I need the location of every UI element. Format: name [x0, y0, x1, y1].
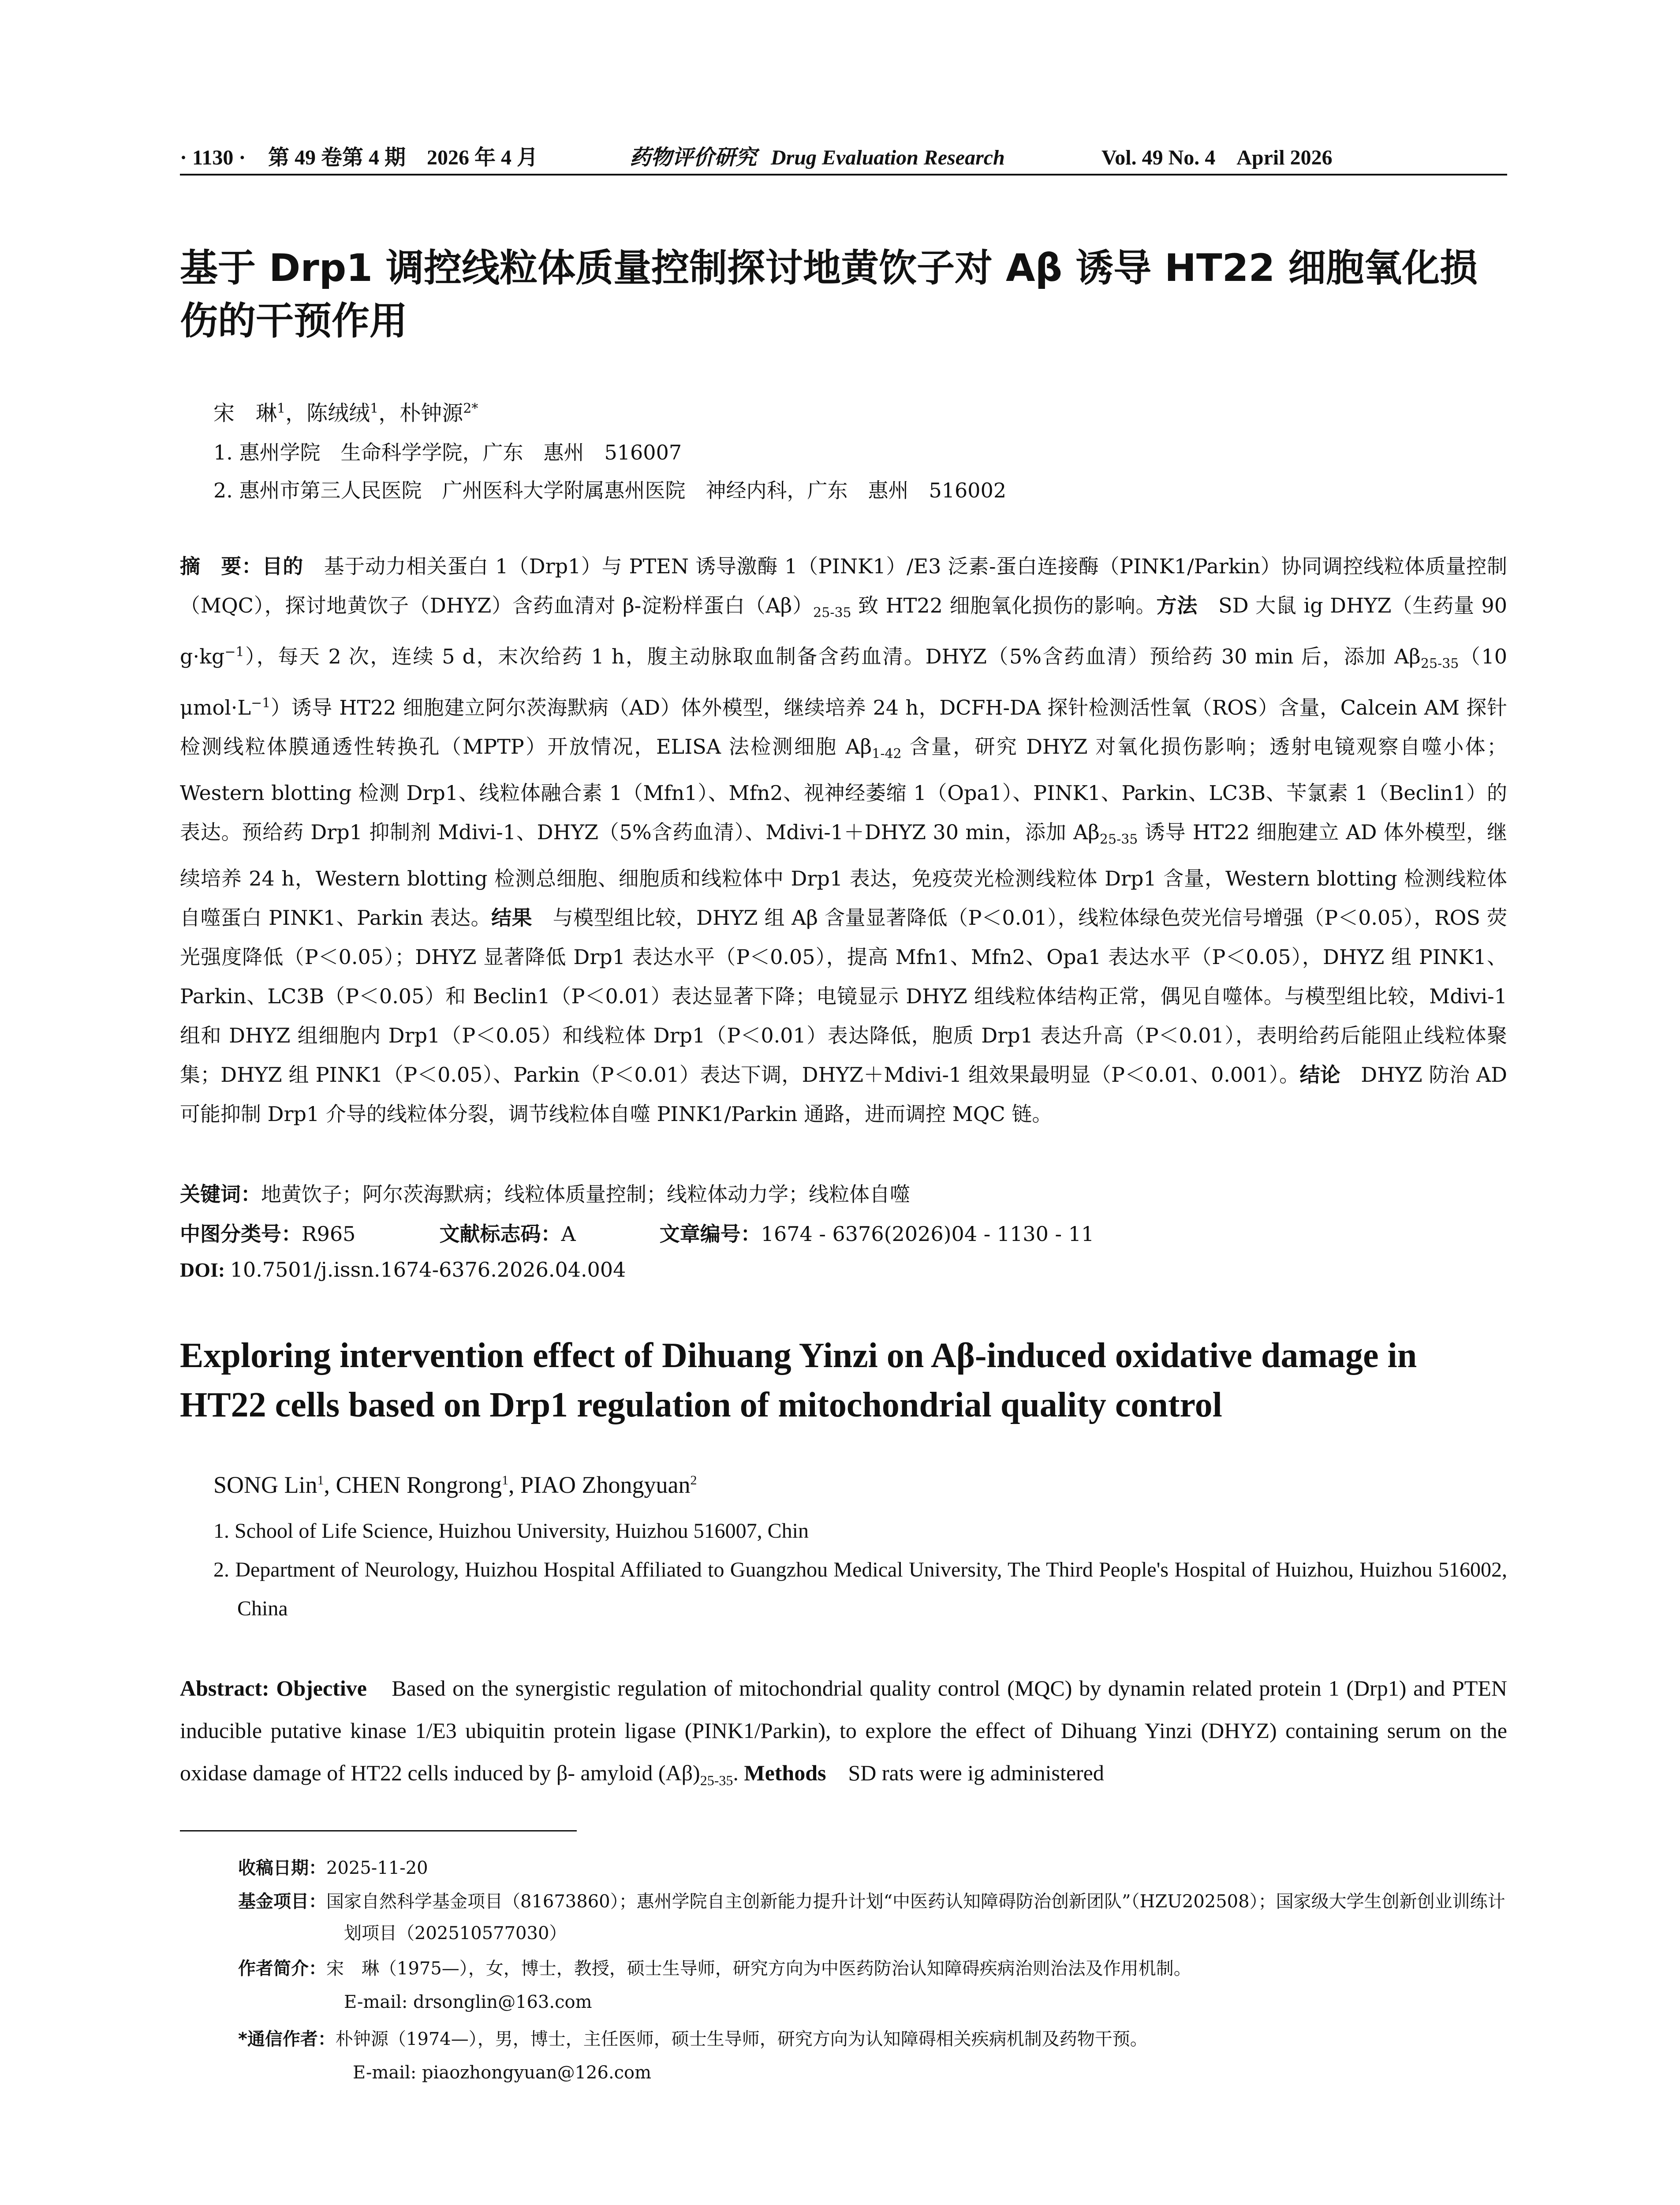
methods-label: Methods	[738, 1760, 826, 1785]
methods-text: SD 大鼠 ig DHYZ（生药量 90 g·kg	[180, 594, 1508, 669]
classification-line: 中图分类号：R965 文献标志码：A 文章编号：1674 - 6376(2026)04 - 1130 - 11	[180, 1222, 1094, 1246]
author-separator: ，	[285, 401, 307, 426]
journal-logo: 药物评价研究	[630, 146, 757, 169]
author-email: E-mail: drsonglin@163.com	[344, 1992, 592, 2012]
author-separator: ,	[324, 1472, 336, 1498]
chinese-authors	[213, 396, 478, 426]
article-number: 1674 - 6376(2026)04 - 1130 - 11	[761, 1222, 1094, 1246]
author-name: 宋 琳	[213, 401, 277, 426]
keywords-label: 关键词：	[180, 1182, 261, 1206]
english-affiliation: 1. School of Life Science, Huizhou University, Huizhou 516007, Chin	[213, 1519, 809, 1543]
keywords: 地黄饮子；阿尔茨海默病；线粒体质量控制；线粒体动力学；线粒体自噬	[261, 1182, 910, 1206]
author-affil-mark: 1	[370, 401, 379, 416]
chinese-affiliation: 2. 惠州市第三人民医院 广州医科大学附属惠州医院 神经内科，广东 惠州 516002	[213, 478, 1007, 502]
doi: 10.7501/j.issn.1674-6376.2026.04.004	[230, 1258, 626, 1282]
author-affil-mark: 1	[277, 401, 286, 416]
conclusion-label: 结论	[1299, 1063, 1340, 1087]
methods-label: 方法	[1156, 594, 1198, 617]
author-separator: ，	[378, 401, 400, 426]
corresponding-email: E-mail: piaozhongyuan@126.com	[353, 2063, 652, 2083]
author-name: CHEN Rongrong	[336, 1472, 502, 1498]
author-name: PIAO Zhongyuan	[520, 1472, 691, 1498]
objective-text: Based on the synergistic regulation of mitochondrial quality control (MQC) by dynamin related protein 1 (Drp1) and PTEN inducible putative kinase 1/E3 ubiquitin protein ligase (PINK1/Parkin), to explore the effect of Dihuang Yinzi (DHYZ) containing serum on the oxidase damage of HT22 cells induced by β- amyloid (Aβ)	[180, 1676, 1507, 1785]
running-header	[180, 140, 1503, 171]
english-title: Exploring intervention effect of Dihuang Yinzi on Aβ-induced oxidative damage in HT22 cells based on Drp1 regulation of mitochondrial quality control	[180, 1336, 1417, 1424]
issue-info-en: Vol. 49 No. 4 April 2026	[1101, 146, 1333, 169]
chinese-title: 基于 Drp1 调控线粒体质量控制探讨地黄饮子对 Aβ 诱导 HT22 细胞氧化损伤的干预作用	[180, 246, 1478, 343]
keywords-line	[180, 1178, 910, 1207]
document-code: A	[561, 1222, 576, 1246]
clc-number: R965	[302, 1222, 356, 1246]
objective-text: 基于动力相关蛋白 1（Drp1）与 PTEN 诱导激酶 1（PINK1）/E3 泛素-蛋白连接酶（PINK1/Parkin）协同调控线粒体质量控制（MQC），探讨地黄饮子（DHYZ）含药血清对 β-淀粉样蛋白（Aβ）	[180, 554, 1508, 617]
author-affil-mark: 1	[502, 1473, 509, 1487]
doi-line: DOI: 10.7501/j.issn.1674-6376.2026.04.004	[180, 1258, 626, 1282]
author-affil-mark: 2*	[463, 401, 478, 416]
author-name: 陈绒绒	[306, 401, 370, 426]
author-separator: ,	[508, 1472, 521, 1498]
footnote-author-bio: 作者简介：宋 琳（1975—），女，博士，教授，硕士生导师，研究方向为中医药防治认知障碍疾病治则治法及作用机制。	[238, 1958, 1191, 1979]
issue-info-cn: 第 49 卷第 4 期 2026 年 4 月	[268, 146, 538, 169]
footnote-received: 收稿日期：2025-11-20	[238, 1858, 428, 1878]
chinese-abstract: 摘 要：目的 基于动力相关蛋白 1（Drp1）与 PTEN 诱导激酶 1（PINK1）/E3 泛素-蛋白连接酶（PINK1/Parkin）协同调控线粒体质量控制（MQC），探讨地黄饮子（DHYZ）含药血清对 β-淀粉样蛋白$(A\beta)_{25-35}$ 致 HT22 细胞氧化损伤的影响。方法 SD 大鼠 ig DHYZ（生药量 90 $g\cdot kg^{-1}$），每天 2 次，连续 5 d，末次给药 1 h，腹主动脉取血制备含药血清。DHYZ（5%含药血清）预给药 30 min 后，添加 $A\beta_{25-35}(10$ $\mu mol\cdot L^{-1}$）诱导 HT22 细胞建立阿尔茨海默病（AD）体外模型，继续培养 24 h，DCFH-DA 探针检测活性氧（ROS）含量，Calcein AM 探针检测线粒体膜通透性转换孔（MPTP）开放情况，ELISA 法检测细胞 $A\beta_{1-42}$ 含量，研究 DHYZ 对氧化损伤影响；透射电镜观察自噬小体；Western blotting 检测 Drp1、线粒体融合素 1（Mfn1）、Mfn2、视神经萎缩 1（Opa1）、PINK1、Parkin、LC3B、苄氯素 1（Beclin1）的表达。预给药 Drp1 抑制剂 Mdivi-1、DHYZ（5%含药血清）、Mdivi-1＋DHYZ 30 min，添加 $A\beta_{25-35}$ 诱导 HT22 细胞建立 AD 体外模型，继续培养 24 h，Western blotting 检测总细胞、细胞质和线粒体中 Drp1 表达，免疫荧光检测线粒体 Drp1 含量，Western blotting 检测线粒体自噬蛋白 PINK1、Parkin 表达。结果 与模型组比较，DHYZ 组 Aβ 含量显著降低（P＜0.01），线粒体绿色荧光信号增强（P＜0.05），ROS 荧光强度降低（P＜0.05）；DHYZ 显著降低 Drp1 表达水平（P＜0.05），提高 Mfn1、Mfn2、Opa1 表达水平（P＜0.05），DHYZ 组 PINK1、Parkin、LC3B（P＜0.05）和 Beclin1（P＜0.01）表达显著下降；电镜显示 DHYZ 组线粒体结构正常，偶见自噬体。与模型组比较，Mdivi-1 组和 DHYZ 组细胞内 Drp1（P＜0.05）和线粒体 Drp1（P＜0.01）表达降低，胞质 Drp1 表达升高（P＜0.01），表明给药后能阻止线粒体聚集；DHYZ 组 PINK1（P＜0.05）、Parkin（P＜0.01）表达下调，DHYZ＋Mdivi-1 组效果最明显（P＜0.01、0.001）。结论 DHYZ 防治 AD 可能抑制 Drp1 介导的线粒体分裂，调节线粒体自噬 PINK1/Parkin 通路，进而调控 MQC 链。	[180, 554, 1508, 1126]
methods-text: SD rats were ig administered	[826, 1760, 1104, 1785]
author-affil-mark: 2	[690, 1473, 697, 1487]
english-affiliation: 2. Department of Neurology, Huizhou Hospital Affiliated to Guangzhou Medical University, The Third People's Hospital of Huizhou, Huizhou 516002, China	[213, 1558, 1507, 1620]
english-abstract: Abstract: Objective Based on the synergistic regulation of mitochondrial quality control (MQC) by dynamin related protein 1 (Drp1) and PTEN inducible putative kinase 1/E3 ubiquitin protein ligase (PINK1/Parkin), to explore the effect of Dihuang Yinzi (DHYZ) containing serum on the oxidase damage of HT22 cells induced by β- amyloid $(A\beta)_{25-35}$. Methods SD rats were ig administered	[180, 1676, 1507, 1788]
results-text: 与模型组比较，DHYZ 组 Aβ 含量显著降低（P＜0.01），线粒体绿色荧光信号增强（P＜0.05），ROS 荧光强度降低（P＜0.05）；DHYZ 显著降低 Drp1 表达水平（P＜0.05），提高 Mfn1、Mfn2、Opa1 表达水平（P＜0.05），DHYZ 组 PINK1、Parkin、LC3B（P＜0.05）和 Beclin1（P＜0.01）表达显著下降；电镜显示 DHYZ 组线粒体结构正常，偶见自噬体。与模型组比较，Mdivi-1 组和 DHYZ 组细胞内 Drp1（P＜0.05）和线粒体 Drp1（P＜0.01）表达降低，胞质 Drp1 表达升高（P＜0.01），表明给药后能阻止线粒体聚集；DHYZ 组 PINK1（P＜0.05）、Parkin（P＜0.01）表达下调，DHYZ＋Mdivi-1 组效果最明显（P＜0.01、0.001）。	[180, 906, 1508, 1087]
objective-label: 目的	[262, 554, 303, 578]
author-affil-mark: 1	[317, 1473, 324, 1487]
footnote-rule	[180, 1830, 577, 1831]
page-number: · 1130 ·	[180, 146, 246, 169]
footnote-funding: 基金项目：国家自然科学基金项目（81673860）；惠州学院自主创新能力提升计划“中医药认知障碍防治创新团队”（HZU202508）；国家级大学生创新创业训练计划项目（202510577030）	[238, 1891, 1505, 1943]
abstract-label: 摘 要：	[180, 554, 262, 578]
author-name: SONG Lin	[213, 1472, 317, 1498]
journal-name-en: Drug Evaluation Research	[771, 146, 1005, 169]
footnote-corresponding: *通信作者：朴钟源（1974—），男，博士，主任医师，硕士生导师，研究方向为认知障碍相关疾病机制及药物干预。	[238, 2029, 1148, 2049]
header-rule	[180, 174, 1507, 176]
abstract-label: Abstract: Objective	[180, 1676, 367, 1700]
chinese-affiliation: 1. 惠州学院 生命科学学院，广东 惠州 516007	[213, 441, 682, 464]
english-authors	[213, 1471, 697, 1499]
results-label: 结果	[491, 906, 533, 930]
conclusion-text: DHYZ 防治 AD 可能抑制 Drp1 介导的线粒体分裂，调节线粒体自噬 PINK1/Parkin 通路，进而调控 MQC 链。	[180, 1063, 1508, 1126]
author-name: 朴钟源	[399, 401, 463, 426]
